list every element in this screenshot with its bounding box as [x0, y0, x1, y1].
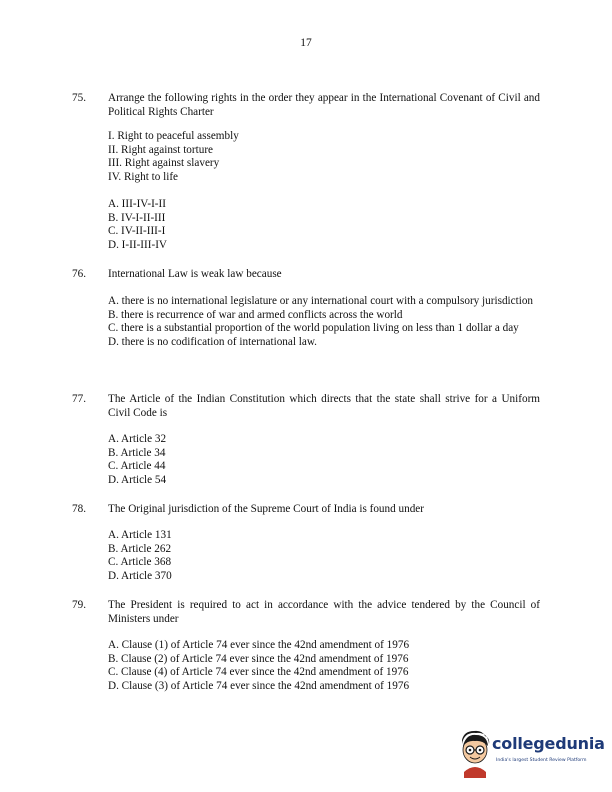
logo-tagline: India's largest Student Review Platform — [496, 758, 587, 763]
option: D. I-II-III-IV — [108, 238, 168, 251]
question-text: Arrange the following rights in the order they appear in the International Covenant of Civil and Political Rights Charter — [108, 92, 540, 118]
option: B. Article 262 — [108, 542, 172, 555]
question-number: 77. — [72, 393, 86, 405]
statement-list — [108, 130, 548, 184]
option: A. Clause (1) of Article 74 ever since the 42nd amendment of 1976 — [108, 639, 410, 651]
question-number: 79. — [72, 599, 86, 611]
option: C. Article 44 — [108, 460, 166, 473]
option: D. there is no codification of international law. — [108, 335, 317, 348]
question-text: The Article of the Indian Constitution which directs that the state shall strive for a Uniform Civil Code is — [108, 393, 540, 419]
statement: II. Right against torture — [108, 143, 214, 156]
question-text: The President is required to act in accordance with the advice tendered by the Council of Ministers under — [108, 599, 540, 625]
question-number: 78. — [72, 503, 86, 515]
statement: I. Right to peaceful assembly — [108, 130, 239, 142]
option: A. III-IV-I-II — [108, 198, 166, 210]
option: B. Clause (2) of Article 74 ever since the 42nd amendment of 1976 — [108, 652, 409, 665]
option: B. IV-I-II-III — [108, 211, 166, 224]
option: C. there is a substantial proportion of the world population living on less than 1 dollar a day — [108, 322, 519, 335]
question-number: 75. — [72, 92, 86, 104]
mascot-icon — [456, 728, 494, 778]
option-list — [108, 433, 548, 487]
option-list — [108, 295, 540, 349]
page-number: 17 — [300, 37, 312, 49]
option: B. Article 34 — [108, 446, 166, 459]
option-list — [108, 639, 548, 693]
option: A. Article 32 — [108, 433, 167, 445]
logo-name: collegedunia — [492, 734, 605, 753]
question-number: 76. — [72, 268, 86, 280]
option: A. Article 131 — [108, 529, 172, 541]
option: D. Clause (3) of Article 74 ever since the 42nd amendment of 1976 — [108, 679, 410, 692]
statement: III. Right against slavery — [108, 157, 220, 170]
collegedunia-logo — [456, 728, 606, 778]
option-list — [108, 198, 548, 252]
option: D. Article 54 — [108, 473, 167, 486]
statement: IV. Right to life — [108, 170, 179, 183]
option: B. there is recurrence of war and armed conflicts across the world — [108, 308, 403, 321]
question-text: The Original jurisdiction of the Supreme Court of India is found under — [108, 503, 424, 515]
option: C. IV-II-III-I — [108, 225, 166, 238]
option: A. there is no international legislature or any international court with a compulsory jurisdiction — [108, 295, 534, 307]
option: C. Article 368 — [108, 556, 172, 569]
option: D. Article 370 — [108, 569, 172, 582]
option-list — [108, 529, 548, 583]
question-text: International Law is weak law because — [108, 268, 282, 280]
option: C. Clause (4) of Article 74 ever since the 42nd amendment of 1976 — [108, 666, 409, 679]
